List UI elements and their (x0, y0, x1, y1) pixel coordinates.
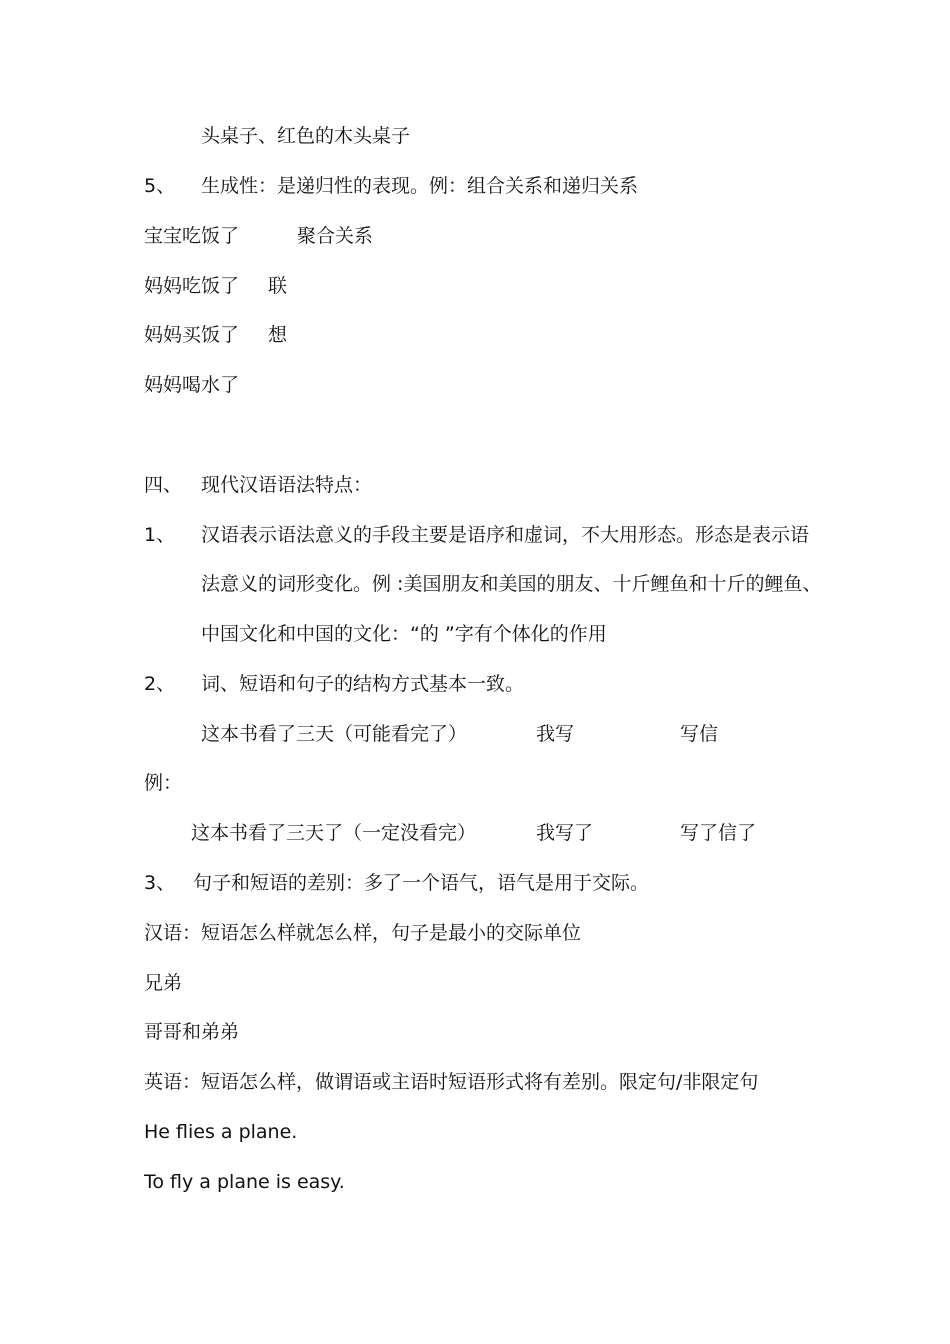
text-line: 词、短语和句子的结构方式基本一致。 (201, 673, 525, 695)
text-line: 我写 (536, 723, 575, 745)
text-line: 妈妈买饭了 (144, 324, 240, 346)
list-number: 5、 (144, 175, 176, 197)
section-number: 四、 (144, 474, 183, 496)
list-number: 1、 (144, 524, 176, 546)
list-number: 3、 (144, 872, 176, 894)
text-line: 妈妈喝水了 (144, 374, 240, 396)
section-heading: 现代汉语语法特点： (201, 474, 373, 496)
text-line: 中国文化和中国的文化：“的 ”字有个体化的作用 (201, 623, 607, 645)
text-line: 汉语表示语法意义的手段主要是语序和虚词，不大用形态。形态是表示语 (201, 524, 810, 546)
text-line: 英语：短语怎么样，做谓语或主语时短语形式将有差别。限定句/非限定句 (144, 1071, 759, 1093)
text-line: He flies a plane. (144, 1121, 298, 1143)
list-number: 2、 (144, 673, 176, 695)
text-line: 兄弟 (144, 972, 183, 994)
text-line: 这本书看了三天了（一定没看完） (191, 822, 477, 844)
text-line: 我写了 (536, 822, 594, 844)
text-line: 头桌子、红色的木头桌子 (201, 125, 411, 147)
text-line: 法意义的词形变化。例 :美国朋友和美国的朋友、十斤鲤鱼和十斤的鲤鱼、 (201, 573, 822, 595)
text-line: 聚合关系 (297, 225, 374, 247)
text-line: 汉语：短语怎么样就怎么样，句子是最小的交际单位 (144, 922, 582, 944)
text-line: To fly a plane is easy. (144, 1171, 345, 1193)
text-line: 写了信了 (680, 822, 757, 844)
text-line: 宝宝吃饭了 (144, 225, 240, 247)
text-line: 生成性：是递归性的表现。例：组合关系和递归关系 (201, 175, 639, 197)
text-line: 句子和短语的差别：多了一个语气，语气是用于交际。 (193, 872, 650, 894)
text-line: 哥哥和弟弟 (144, 1021, 240, 1043)
text-line: 联 (268, 275, 288, 297)
text-line: 例： (144, 772, 183, 794)
text-line: 这本书看了三天（可能看完了） (201, 723, 468, 745)
text-line: 想 (268, 324, 288, 346)
text-line: 妈妈吃饭了 (144, 275, 240, 297)
text-line: 写信 (680, 723, 719, 745)
